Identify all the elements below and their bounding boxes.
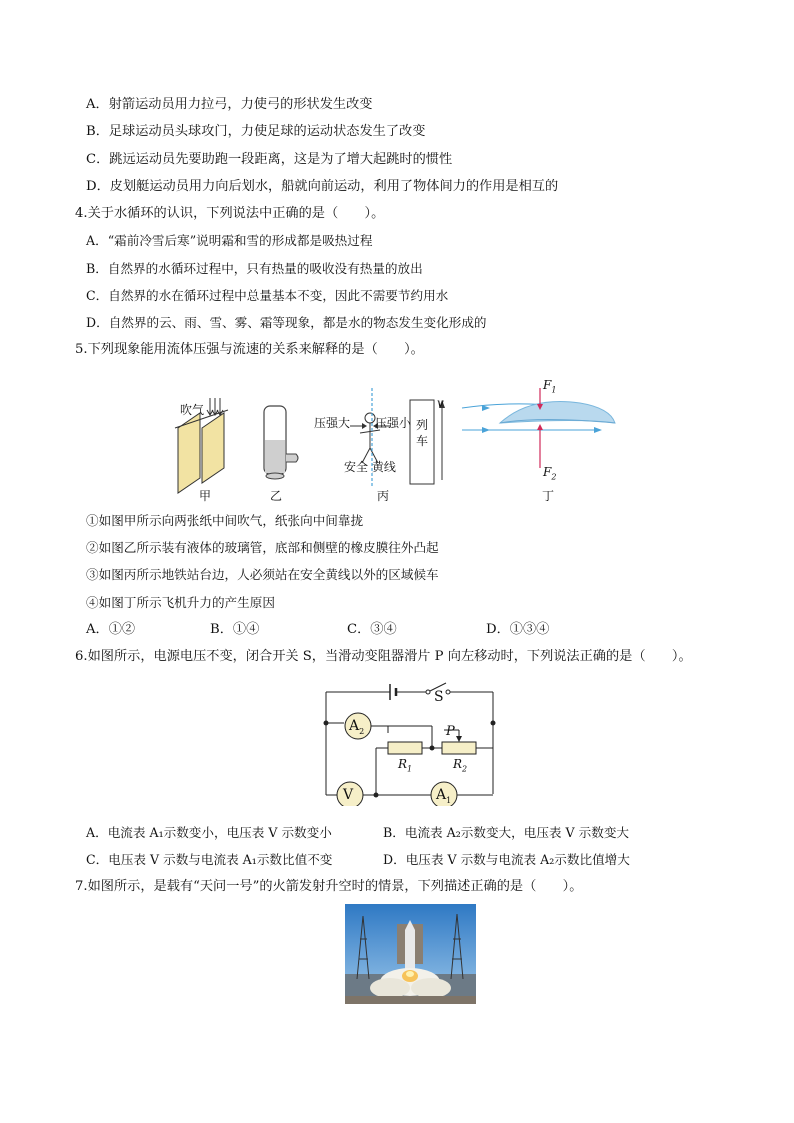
- press-small-label: 压强小: [375, 416, 412, 430]
- q6-option-a: A．电流表 A₁示数变小，电压表 V 示数变小: [86, 825, 332, 840]
- q5-stem: 5.下列现象能用流体压强与流速的关系来解释的是（ ）。: [75, 342, 424, 357]
- q5-item-2: ②如图乙所示装有液体的玻璃管，底部和侧壁的橡皮膜往外凸起: [86, 540, 439, 555]
- q4-option-a: A．“霜前冷雪后寒”说明霜和雪的形成都是吸热过程: [86, 233, 373, 248]
- ding-label: 丁: [542, 489, 555, 503]
- ammeter-a2-label: $A_2$: [349, 718, 365, 736]
- q5-option-c: C．③④: [347, 622, 397, 637]
- force-f1-label: $F_1$: [543, 378, 557, 395]
- q7-stem: 7.如图所示，是载有“天问一号”的火箭发射升空时的情景，下列描述正确的是（ ）。: [75, 879, 583, 894]
- switch-s-label: S: [434, 689, 444, 705]
- q5-figure: [170, 368, 630, 508]
- resistor-r1-label: $R_1$: [398, 757, 413, 774]
- resistor-r2-label: $R_2$: [453, 757, 468, 774]
- train-label-2: 车: [416, 434, 429, 448]
- q5-option-a: A．①②: [86, 622, 136, 637]
- q6-option-d: D．电压表 V 示数与电流表 A₂示数比值增大: [383, 852, 630, 867]
- q3-option-d: D．皮划艇运动员用力向后划水，船就向前运动，利用了物体间力的作用是相互的: [86, 179, 559, 194]
- jia-blow-label: 吹气: [180, 403, 205, 417]
- q6-stem: 6.如图所示，电源电压不变，闭合开关 S，当滑动变阻器滑片 P 向左移动时，下列说法正确的是（ ）。: [75, 649, 692, 664]
- ammeter-a1-label: $A_1$: [436, 787, 452, 805]
- train-velocity-label: v: [437, 396, 444, 410]
- yi-label: 乙: [270, 489, 283, 503]
- q5-item-4: ④如图丁所示飞机升力的产生原因: [86, 595, 275, 610]
- figure-ding-wing: [462, 388, 615, 468]
- bing-label: 丙: [377, 489, 390, 503]
- q6-option-c: C．电压表 V 示数与电流表 A₁示数比值不变: [86, 852, 333, 867]
- q6-option-b: B．电流表 A₂示数变大，电压表 V 示数变大: [383, 825, 630, 840]
- q3-option-a: A．射箭运动员用力拉弓，力使弓的形状发生改变: [86, 97, 373, 112]
- press-big-label: 压强大: [314, 416, 351, 430]
- q4-stem: 4.关于水循环的认识，下列说法中正确的是（ ）。: [75, 206, 385, 221]
- q5-item-1: ①如图甲所示向两张纸中间吹气，纸张向中间靠拢: [86, 513, 364, 528]
- voltmeter-v-label: V: [343, 787, 354, 803]
- q5-option-b: B．①④: [210, 622, 260, 637]
- slider-p-label: P: [446, 724, 455, 739]
- q4-option-c: C．自然界的水在循环过程中总量基本不变，因此不需要节约用水: [86, 288, 449, 303]
- jia-label: 甲: [199, 489, 212, 503]
- rocket-launch-photo: [345, 904, 476, 1004]
- q5-item-3: ③如图丙所示地铁站台边，人必须站在安全黄线以外的区域候车: [86, 567, 439, 582]
- q4-option-b: B．自然界的水循环过程中，只有热量的吸收没有热量的放出: [86, 261, 423, 276]
- q3-option-c: C．跳远运动员先要助跑一段距离，这是为了增大起跳时的惯性: [86, 152, 453, 167]
- q3-option-b: B．足球运动员头球攻门，力使足球的运动状态发生了改变: [86, 124, 426, 139]
- force-f2-label: $F_2$: [543, 465, 557, 482]
- q5-option-d: D．①③④: [486, 622, 550, 637]
- figure-yi-tube: [264, 406, 298, 479]
- q4-option-d: D．自然界的云、雨、雪、雾、霜等现象，都是水的物态发生变化形成的: [86, 315, 487, 330]
- safety-line-label: 安全 黄线: [344, 460, 396, 474]
- train-label-1: 列: [416, 418, 429, 432]
